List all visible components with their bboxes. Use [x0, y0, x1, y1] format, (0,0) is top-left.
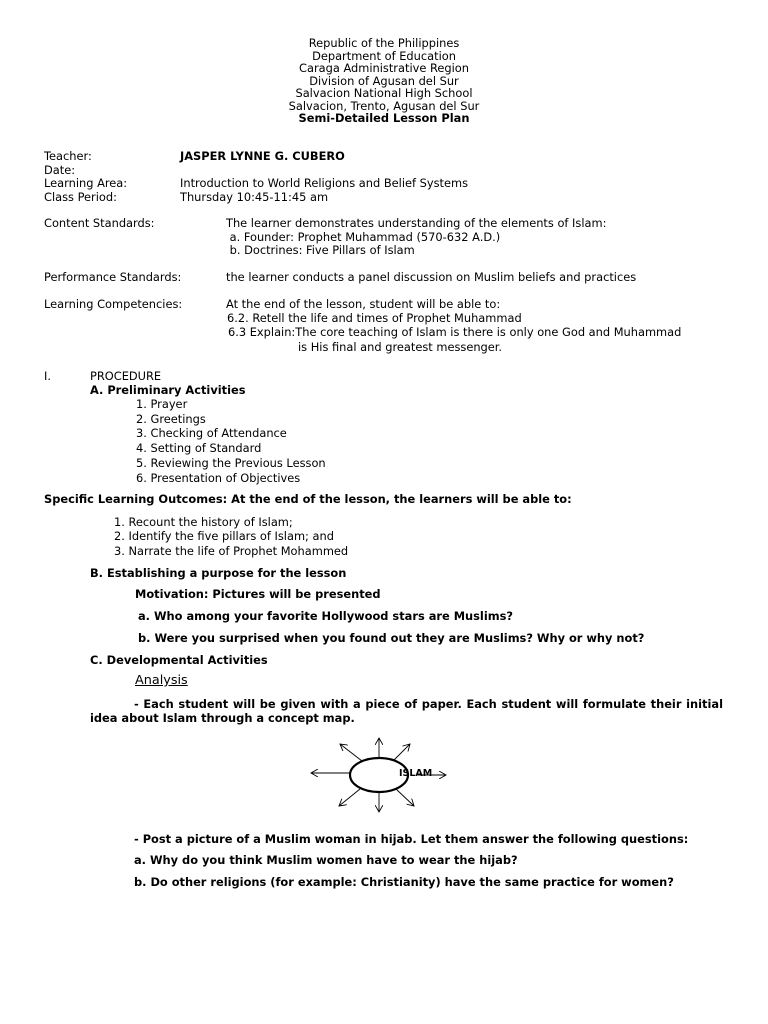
teacher-value: JASPER LYNNE G. CUBERO: [180, 149, 345, 163]
preliminary-heading: A. Preliminary Activities: [90, 383, 246, 397]
concept-map-arrow: [394, 744, 410, 760]
concept-map-label: ISLAM: [399, 768, 433, 779]
learning-area-label: Learning Area:: [44, 176, 128, 190]
header-line: Department of Education: [312, 48, 456, 63]
learning-area-value: Introduction to World Religions and Belief Systems: [180, 176, 469, 190]
purpose-question: a. Who among your favorite Hollywood stars are Muslims?: [138, 609, 513, 623]
purpose-question: b. Were you surprised when you found out they are Muslims? Why or why not?: [138, 631, 645, 645]
content-standards-line: The learner demonstrates understanding of the elements of Islam:: [226, 216, 607, 230]
learning-competencies-label: Learning Competencies:: [44, 297, 183, 311]
class-period-value: Thursday 10:45-11:45 am: [180, 189, 329, 204]
analysis-text: - Each student will be given with a piece of paper. Each student will formulate their initial idea about Islam through a concept map.: [90, 697, 723, 725]
performance-standards-label: Performance Standards:: [44, 270, 182, 284]
teacher-label: Teacher:: [44, 149, 92, 163]
hijab-question: a. Why do you think Muslim women have to wear the hijab?: [134, 853, 518, 867]
procedure-heading: PROCEDURE: [90, 369, 162, 383]
content-standards-label: Content Standards:: [44, 216, 155, 230]
concept-map-arrow: [340, 744, 362, 761]
performance-standards-value: the learner conducts a panel discussion on Muslim beliefs and practices: [226, 270, 637, 284]
header-line: Caraga Administrative Region: [299, 61, 469, 75]
preliminary-item: 6. Presentation of Objectives: [136, 470, 301, 485]
content-standards-line: a. Founder: Prophet Muhammad (570-632 A.D.): [226, 229, 501, 244]
date-label: Date:: [44, 162, 76, 177]
document-title: Semi-Detailed Lesson Plan: [298, 111, 470, 125]
outcome-item: 3. Narrate the life of Prophet Mohammed: [114, 543, 349, 558]
developmental-heading: C. Developmental Activities: [90, 653, 268, 667]
post-text: - Post a picture of a Muslim woman in hijab. Let them answer the following questions:: [134, 832, 689, 846]
header-line: Salvacion, Trento, Agusan del Sur: [288, 98, 480, 113]
outcome-item: 1. Recount the history of Islam;: [114, 514, 293, 529]
analysis-heading: Analysis: [135, 673, 188, 688]
competency-line: 6.2. Retell the life and times of Prophet Muhammad: [227, 310, 522, 325]
competency-line: 6.3 Explain:The core teaching of Islam is there is only one God and Muhammad: [228, 325, 682, 339]
class-period-label: Class Period:: [44, 189, 117, 204]
competency-line: At the end of the lesson, student will be able to:: [226, 297, 501, 311]
header-line: Division of Agusan del Sur: [309, 73, 459, 88]
header-line: Republic of the Philippines: [308, 36, 460, 50]
procedure-numeral: I.: [44, 369, 51, 383]
outcome-item: 2. Identify the five pillars of Islam; and: [114, 529, 334, 543]
hijab-question: b. Do other religions (for example: Christianity) have the same practice for women?: [134, 875, 674, 889]
outcomes-heading: Specific Learning Outcomes: At the end of the lesson, the learners will be able to:: [44, 492, 572, 506]
competency-line: is His final and greatest messenger.: [298, 340, 503, 354]
concept-map-arrow: [396, 789, 414, 806]
preliminary-item: 1. Prayer: [136, 397, 188, 411]
purpose-heading: B. Establishing a purpose for the lesson: [90, 566, 347, 580]
content-standards-line: b. Doctrines: Five Pillars of Islam: [226, 243, 415, 257]
preliminary-item: 2. Greetings: [136, 411, 206, 426]
motivation-line: Motivation: Pictures will be presented: [135, 587, 381, 601]
concept-map-arrow: [339, 789, 360, 806]
preliminary-item: 3. Checking of Attendance: [136, 426, 287, 440]
header-line: Salvacion National High School: [295, 86, 473, 100]
preliminary-item: 5. Reviewing the Previous Lesson: [136, 456, 326, 470]
preliminary-item: 4. Setting of Standard: [136, 441, 262, 455]
